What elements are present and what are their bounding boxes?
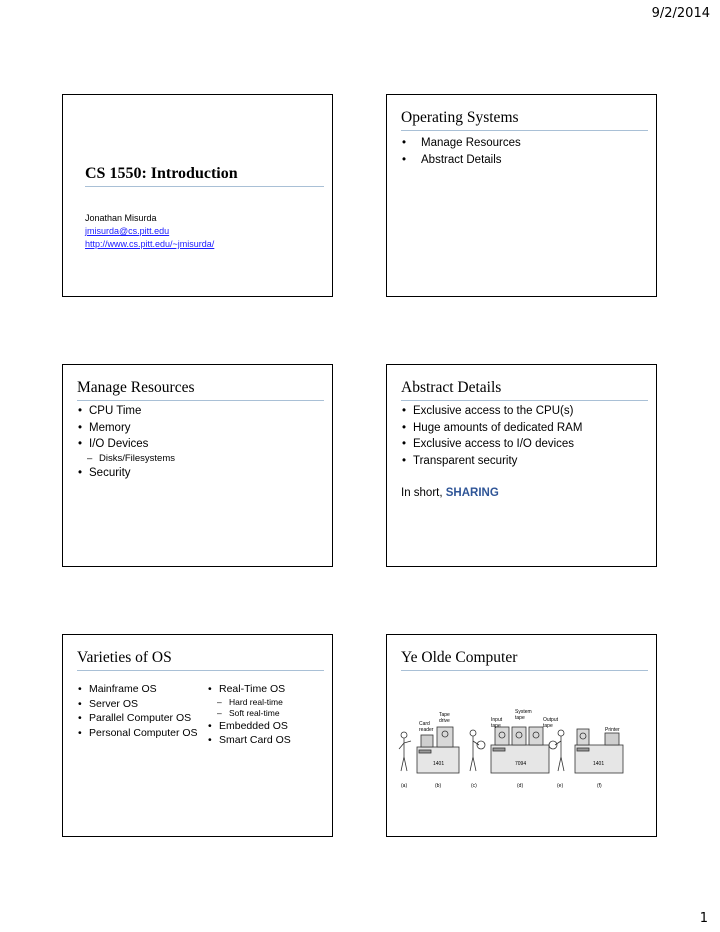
slide-title (401, 109, 648, 131)
list-item-text: I/O Devices (89, 438, 149, 450)
bullet-list (401, 403, 582, 469)
slide-varieties-of-os (62, 634, 333, 837)
list-item (77, 697, 198, 712)
author-name: Jonathan Misurda (85, 213, 157, 223)
list-item-text: Mainframe OS (89, 683, 157, 695)
label-tape-drive (439, 712, 451, 724)
bullet-list-left (77, 682, 198, 740)
label-1401-left: 1401 (433, 761, 445, 767)
sub-list-item (77, 453, 175, 465)
list-item-text: Exclusive access to the CPU(s) (413, 405, 574, 417)
panel-label-b: (b) (435, 783, 442, 789)
slide-title (77, 649, 324, 671)
bullet-list-right (207, 682, 291, 748)
list-item (77, 726, 198, 741)
slide-title (85, 165, 324, 187)
author-block (85, 212, 214, 251)
slide-title-text: Manage Resources (77, 379, 195, 396)
list-item-text: Hard real-time (229, 696, 283, 707)
list-item-text: Exclusive access to I/O devices (413, 438, 575, 450)
list-item (401, 135, 521, 152)
list-item-text: Smart Card OS (219, 734, 291, 746)
list-item-text: Abstract Details (421, 153, 502, 166)
slide-title-text: Ye Olde Computer (401, 649, 518, 666)
list-item-text: Disks/Filesystems (99, 452, 176, 464)
list-item (77, 420, 175, 437)
slide-title-text: Abstract Details (401, 379, 502, 396)
panel-label-e: (e) (557, 783, 564, 789)
operator-figure (399, 732, 411, 771)
panel-label-f: (f) (597, 783, 602, 789)
list-item (401, 403, 582, 420)
slide-ye-olde-computer (386, 634, 657, 837)
label-card-reader (419, 721, 434, 733)
list-item-text: Manage Resources (421, 137, 521, 149)
list-item (207, 733, 291, 748)
list-item (77, 465, 175, 482)
label-line: drive (439, 718, 450, 724)
label-line: tape (515, 715, 525, 721)
label-line: System (515, 709, 532, 715)
list-item (401, 152, 521, 169)
slide-manage-resources (62, 364, 333, 567)
list-item (77, 436, 175, 453)
list-item-text: Server OS (89, 697, 139, 710)
list-item-text: Huge amounts of dedicated RAM (413, 421, 583, 434)
sub-list-item (207, 708, 291, 719)
summary-emphasis: SHARING (445, 487, 499, 499)
sub-list-item (207, 697, 291, 708)
list-item-text: Parallel Computer OS (89, 712, 192, 724)
slide-abstract-details (386, 364, 657, 567)
label-7094: 7094 (515, 761, 527, 767)
label-line: Tape (439, 712, 450, 718)
bullet-list (401, 135, 521, 168)
panel-label-a: (a) (401, 783, 408, 789)
slide-title (401, 379, 648, 401)
summary-line (401, 487, 499, 499)
list-item (207, 682, 291, 697)
label-line: reader (419, 727, 434, 733)
list-item-text: Memory (89, 421, 131, 434)
author-email-link[interactable]: jmisurda@cs.pitt.edu (85, 226, 170, 236)
page-number: 1 (699, 911, 708, 926)
slide-title-text: Varieties of OS (77, 649, 172, 666)
list-item (77, 682, 198, 697)
slide-intro (62, 94, 333, 297)
label-line: Input (491, 717, 503, 723)
label-1401-right: 1401 (593, 761, 605, 767)
label-printer: Printer (605, 727, 620, 733)
list-item (401, 420, 582, 437)
label-line: tape (543, 723, 553, 729)
list-item (77, 711, 198, 726)
slide-title-text: CS 1550: Introduction (85, 165, 238, 182)
slide-title (401, 649, 648, 671)
list-item-text: Personal Computer OS (89, 726, 198, 739)
summary-prefix: In short, (401, 487, 446, 499)
label-line: tape (491, 723, 501, 729)
bullet-list (77, 403, 175, 481)
author-url-link[interactable]: http://www.cs.pitt.edu/~jmisurda/ (85, 239, 215, 249)
label-system-tape (515, 709, 533, 721)
page-date: 9/2/2014 (651, 6, 710, 21)
list-item-text: Soft real-time (229, 707, 280, 718)
panel-label-c: (c) (471, 783, 477, 789)
slide-operating-systems (386, 94, 657, 297)
batch-system-illustration (397, 705, 629, 810)
label-output-tape (543, 717, 559, 729)
list-item (401, 436, 582, 453)
label-line: Output (543, 717, 559, 723)
list-item-text: Transparent security (413, 454, 518, 467)
slide-title-text: Operating Systems (401, 109, 519, 126)
list-item-text: CPU Time (89, 405, 142, 417)
list-item (77, 403, 175, 420)
panel-label-d: (d) (517, 783, 524, 789)
slide-title (77, 379, 324, 401)
list-item-text: Security (89, 466, 131, 479)
list-item (207, 719, 291, 734)
list-item (401, 453, 582, 470)
list-item-text: Real-Time OS (219, 683, 286, 695)
label-line: Card (419, 721, 430, 727)
list-item-text: Embedded OS (219, 719, 288, 732)
